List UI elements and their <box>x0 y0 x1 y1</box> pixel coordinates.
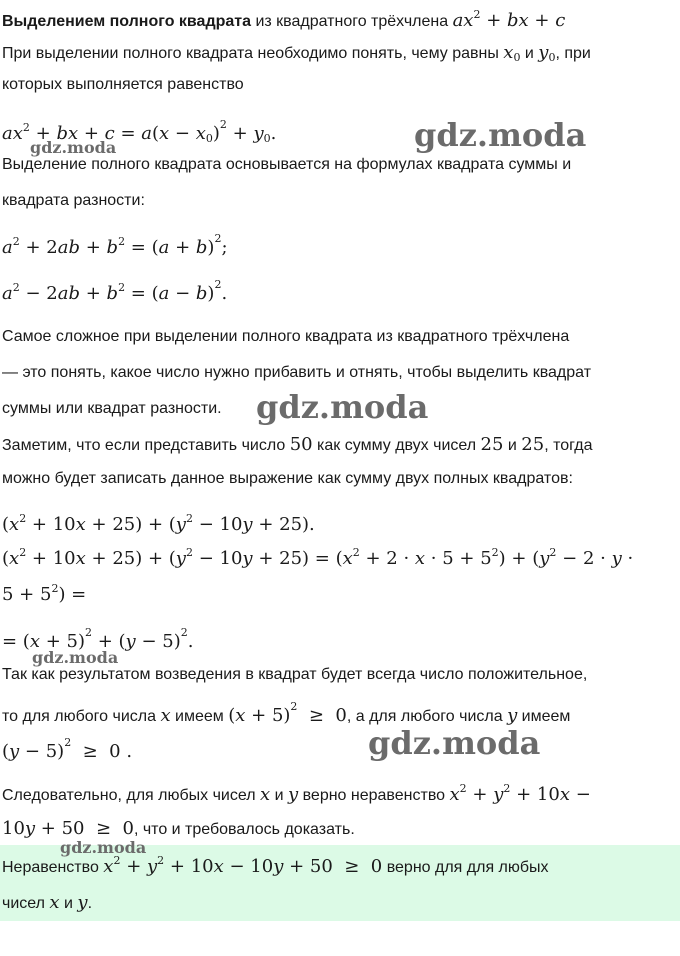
line-24: чисел x и y. <box>2 892 93 913</box>
line-11: суммы или квадрат разности. <box>2 400 222 417</box>
line-18: Так как результатом возведения в квадрат будет всегда число положительное, <box>2 666 588 683</box>
term-bold: Выделением полного квадрата <box>2 13 251 30</box>
watermark-logo: gdz.moda <box>256 388 429 426</box>
inequality-y: $(y - 5)^2 \ge 0$ . <box>2 736 133 762</box>
formula-sum-square: $a^2 + 2ab + b^2 = (a + b)^2$; <box>2 232 228 258</box>
formula-difference-square: $a^2 - 2ab + b^2 = (a - b)^2$. <box>2 278 228 304</box>
line-3: которых выполняется равенство <box>2 76 244 93</box>
line-19: то для любого числа x имеем $(x + 5)^2 \ge 0$, а для любого числа y имеем <box>2 700 571 726</box>
expression-original: $(x^2 + 10x + 25) + (y^2 - 10y + 25)$. <box>2 512 315 535</box>
line-9: Самое сложное при выделении полного квадрата из квадратного трёхчлена <box>2 328 570 345</box>
line-23: Неравенство $x^2 + y^2 + 10x - 10y + 50 \ge 0$ верно для для любых <box>2 854 549 877</box>
watermark-logo-small: gdz.moda <box>32 648 119 667</box>
line-22: 10y + 50 ≥ 0, что и требовалось доказать. <box>2 818 355 839</box>
line-21: Следовательно, для любых чисел x и y верно неравенство $x^2 + y^2 + 10x$ − <box>2 782 591 805</box>
expression-transform-1: $(x^2 + 10x + 25) + (y^2 - 10y + 25) = (x^2 + 2 \cdot x \cdot 5 + 5^2) + (y^2 - 2 \cdot y$ · <box>2 546 634 569</box>
watermark-logo-small: gdz.moda <box>60 838 147 857</box>
expression-result: = $(x + 5)^2 + (y - 5)^2$. <box>2 626 194 652</box>
line-6: квадрата разности: <box>2 192 145 209</box>
watermark-logo: gdz.moda <box>414 116 587 154</box>
line-12: Заметим, что если представить число 50 как сумму двух чисел 25 и 25, тогда <box>2 434 593 455</box>
line-2: При выделении полного квадрата необходимо понять, чему равны $x_0$ и $y_0$, при <box>2 42 591 64</box>
line-10: — это понять, какое число нужно прибавить и отнять, чтобы выделить квадрат <box>2 364 592 381</box>
watermark-logo-small: gdz.moda <box>30 138 117 157</box>
equation-completed-square: $ax^2$ + bx + $c = a(x - x_0)^2 + y_0$. <box>2 118 277 145</box>
line-13: можно будет записать данное выражение как сумму двух полных квадратов: <box>2 470 573 487</box>
line-5: Выделение полного квадрата основывается на формулах квадрата суммы и <box>2 156 572 173</box>
expression-transform-2: $5 + 5^2$) = <box>2 582 87 605</box>
watermark-logo: gdz.moda <box>368 724 541 762</box>
line-1: Выделением полного квадрата из квадратного трёхчлена $ax^2$ + bx + c <box>2 8 566 31</box>
